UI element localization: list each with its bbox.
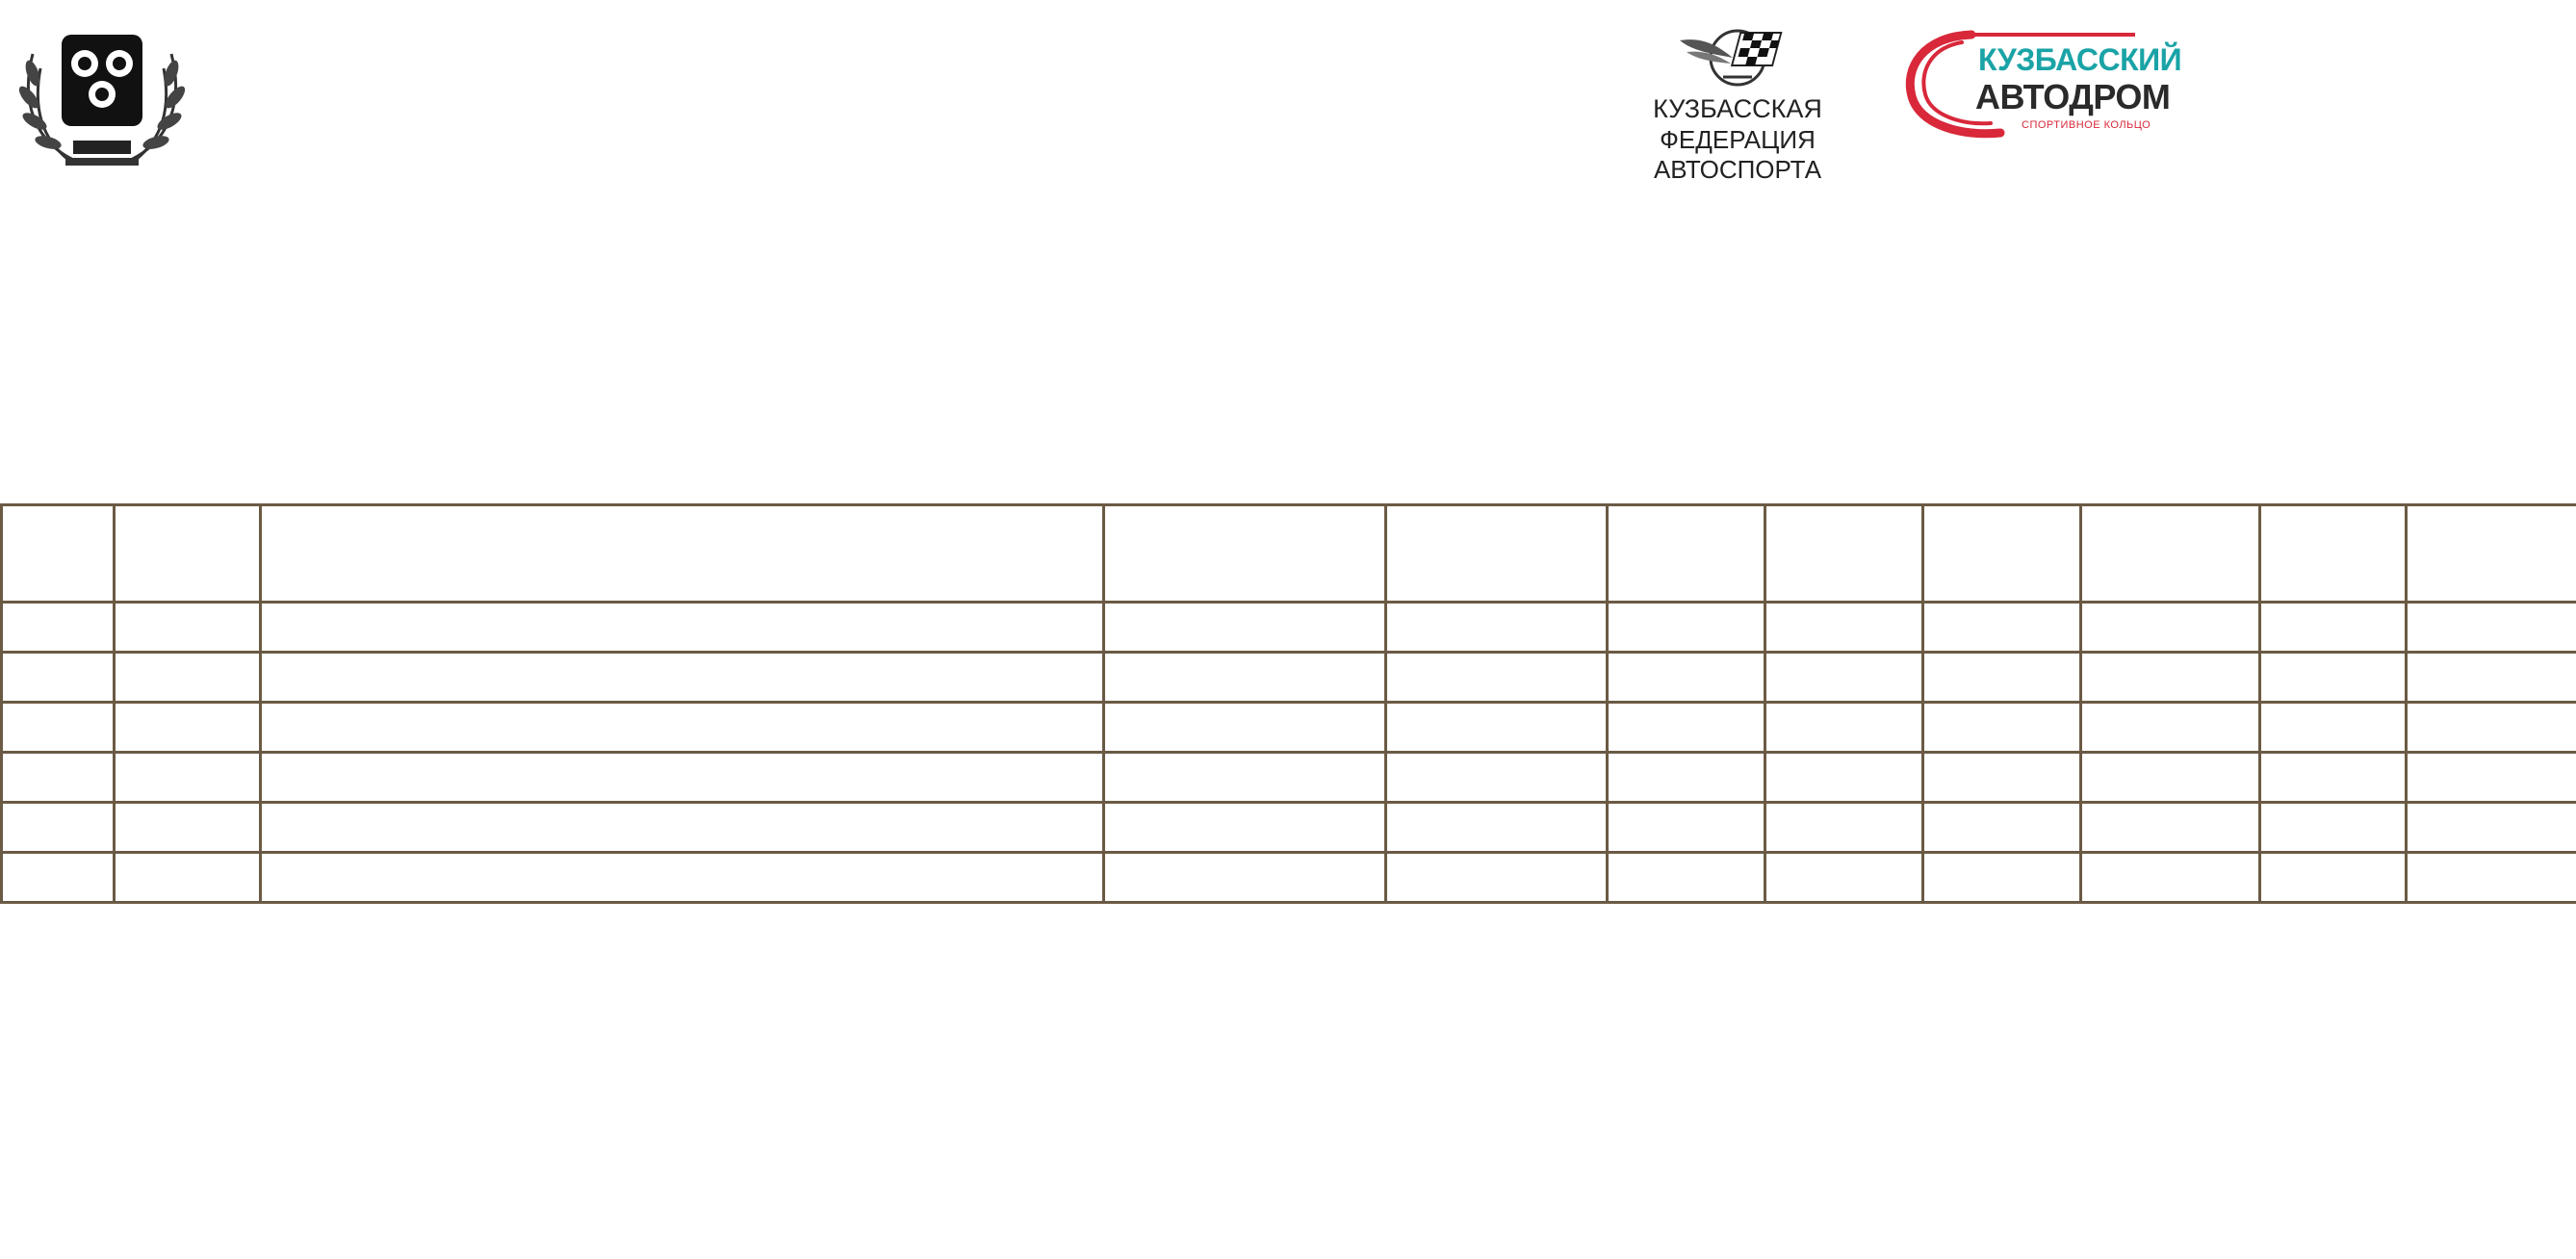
table-cell [1104, 853, 1386, 903]
kfa-wings-flag-icon [1598, 19, 1877, 96]
table-cell [2260, 753, 2407, 803]
table-cell [2260, 853, 2407, 903]
table-cell [1765, 803, 1923, 853]
table-cell [1608, 505, 1765, 603]
table-cell [1608, 803, 1765, 853]
table-cell [2, 853, 115, 903]
table-cell [1765, 653, 1923, 703]
table-cell [1923, 603, 2081, 653]
table-cell [2081, 753, 2260, 803]
table-cell [2407, 653, 2576, 703]
table-row [2, 603, 2576, 653]
table-cell [261, 703, 1104, 753]
table-cell [2, 505, 115, 603]
table-cell [1104, 653, 1386, 703]
table-row [2, 853, 2576, 903]
table-cell [1765, 853, 1923, 903]
kfa-logo-line2: ФЕДЕРАЦИЯ АВТОСПОРТА [1653, 125, 1822, 184]
table-cell [2260, 803, 2407, 853]
table-cell [2407, 753, 2576, 803]
table-cell [2260, 505, 2407, 603]
table-cell [1608, 603, 1765, 653]
table-cell [1386, 603, 1608, 653]
table-cell [2260, 653, 2407, 703]
table-cell [1104, 753, 1386, 803]
table-cell [1765, 753, 1923, 803]
table-cell [1386, 505, 1608, 603]
table-row [2, 753, 2576, 803]
table-cell [1608, 753, 1765, 803]
table-cell [1923, 703, 2081, 753]
kfa-logo-line1: КУЗБАССКАЯ [1653, 94, 1822, 123]
table-cell [2407, 853, 2576, 903]
table-cell [261, 853, 1104, 903]
table-cell [115, 753, 261, 803]
table-cell [1386, 653, 1608, 703]
kuzbass-autodrome-line1: КУЗБАССКИЙ [1978, 42, 2182, 77]
table-cell [2407, 505, 2576, 603]
raf-emblem-icon [15, 15, 189, 174]
table-cell [2081, 603, 2260, 653]
table-cell [2081, 853, 2260, 903]
kfa-logo [1598, 19, 1877, 184]
kuzbass-autodrome-subtitle: СПОРТИВНОЕ КОЛЬЦО [2022, 119, 2151, 131]
table-cell [2260, 703, 2407, 753]
table-cell [115, 505, 261, 603]
table-cell [1923, 653, 2081, 703]
table-cell [1386, 803, 1608, 853]
table-cell [1104, 603, 1386, 653]
table-cell [1386, 703, 1608, 753]
table-cell [1923, 753, 2081, 803]
table-cell [1765, 703, 1923, 753]
table-cell [261, 505, 1104, 603]
table-cell [261, 753, 1104, 803]
table-cell [2260, 603, 2407, 653]
table-row [2, 803, 2576, 853]
results-table [0, 503, 2576, 904]
table-cell [1386, 753, 1608, 803]
table-row [2, 703, 2576, 753]
kuzbass-autodrome-logo [1904, 29, 2182, 142]
table-cell [2, 753, 115, 803]
table-cell [2081, 653, 2260, 703]
table-cell [1608, 853, 1765, 903]
table-cell [2407, 603, 2576, 653]
table-cell [115, 803, 261, 853]
table-cell [2, 703, 115, 753]
table-cell [1104, 505, 1386, 603]
table-row [2, 653, 2576, 703]
table-cell [1765, 603, 1923, 653]
table-cell [2081, 803, 2260, 853]
table-cell [1765, 505, 1923, 603]
table-cell [261, 803, 1104, 853]
table-cell [1104, 803, 1386, 853]
table-cell [1923, 505, 2081, 603]
table-cell [2, 653, 115, 703]
table-cell [2, 803, 115, 853]
table-cell [2081, 703, 2260, 753]
table-cell [1608, 653, 1765, 703]
table-cell [1104, 703, 1386, 753]
table-cell [115, 603, 261, 653]
raf-logo [15, 15, 189, 174]
table-cell [1608, 703, 1765, 753]
table-cell [2, 603, 115, 653]
table-cell [115, 653, 261, 703]
table-cell [261, 603, 1104, 653]
table-cell [2081, 505, 2260, 603]
table-cell [115, 853, 261, 903]
table-cell [2407, 803, 2576, 853]
table-cell [1923, 803, 2081, 853]
table-cell [1923, 853, 2081, 903]
kuzbass-autodrome-line2: АВТОДРОМ [1975, 77, 2171, 116]
table-header-row [2, 505, 2576, 603]
table-cell [115, 703, 261, 753]
table-cell [261, 653, 1104, 703]
table-cell [1386, 853, 1608, 903]
table-cell [2407, 703, 2576, 753]
